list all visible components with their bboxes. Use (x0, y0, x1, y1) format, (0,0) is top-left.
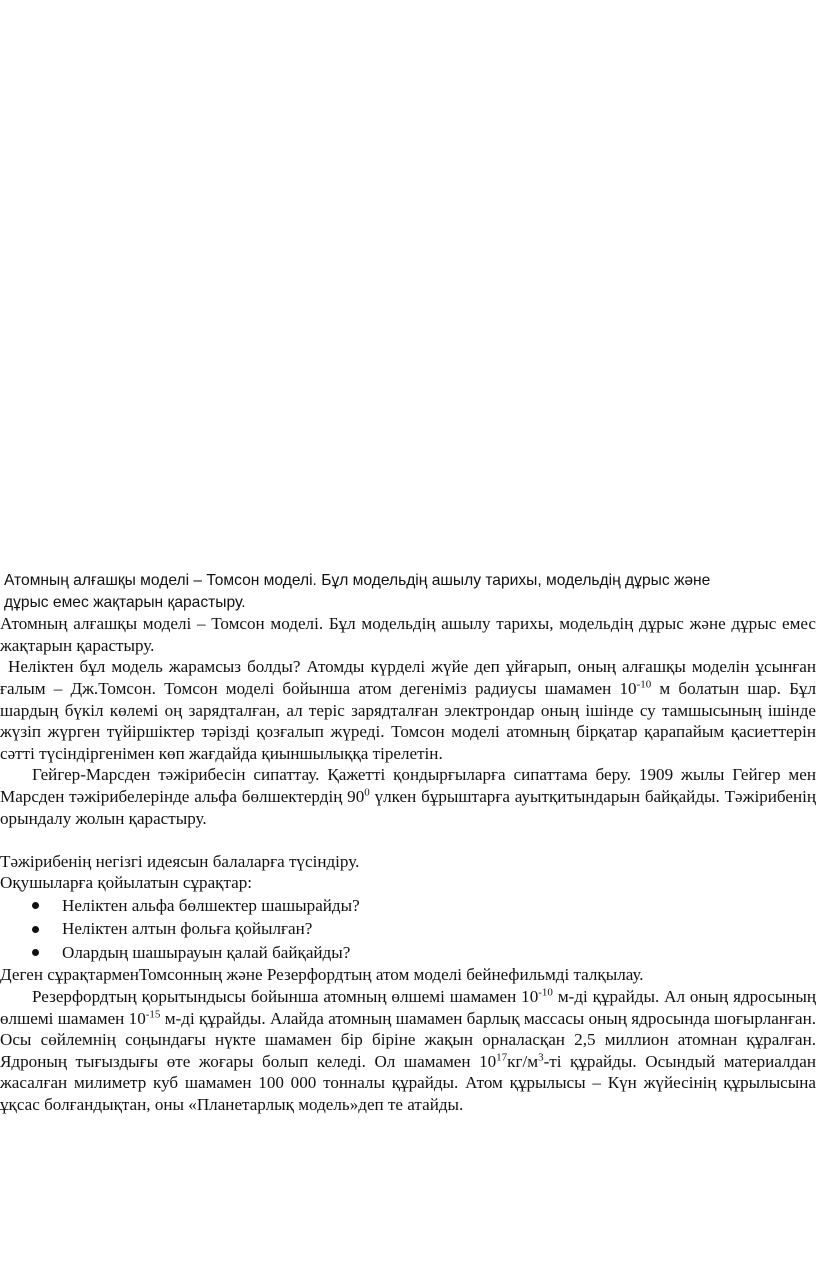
heading-line-2: дұрыс емес жақтарын қарастыру. (4, 593, 246, 611)
questions-intro: Оқушыларға қойылатын сұрақтар: (0, 873, 253, 893)
list-item: Неліктен альфа бөлшектер шашырайды? (0, 894, 816, 918)
rutherford-paragraph: Резерфордтың қорытындысы бойынша атомның өлшемі шамамен $10^{-10}$ м-ді құрайды. Ал оның ядросының өлшемі шамамен $10^{-15}$ м-ді құрайды. Алайда атомның шамамен барлық массасы оның ядросында шоғырланған. Осы сөйлемнің соңындағы нүкте шамамен бір біріне жақын орналасқан 2,5 миллион атомнан құралған. Ядроның тығыздығы өте жоғары болып келеді. Ол шамамен $10^{17}кг/м^3-ті$ құрайды. Осындый материалдан жасалған милиметр куб шамамен 100 000 тонналы құрайды. Атом құрылысы – Күн жүйесінің құрылысына ұқсас болғандықтан, оны «Планетарлық модель»деп те атайды. (0, 986, 816, 1114)
film-line: Деген сұрақтарменТомсонның және Резерфордтың атом моделі бейнефильмді талқылау. (0, 965, 644, 985)
thomson-paragraph: Неліктен бұл модель жарамсыз болды? Атомды күрделі жүйе деп ұйғарып, оның алғашқы моделін ұсынған ғалым – Дж.Томсон. Томсон моделі бойынша атом дегеніміз радиусы шамамен $10^{-10}$ м болатын шар. Бұл шардың бүкіл көлемі оң зарядталған, ал теріс зарядталған электрондар оның ішінде су тамшысының ішінде жүзіп жүрген түйіршіктер тәрізді қозғалып жүреді. Томсон моделі атомның бірқатар қарапайым қасиеттерін сәтті түсіндіргенімен көп жағдайда қиыншылыққа тірелетін. (0, 657, 816, 763)
questions-list (0, 894, 816, 965)
heading-line-1: Атомның алғашқы моделі – Томсон моделі. Бұл модельдің ашылу тарихы, модельдің дұрыс және (4, 572, 711, 589)
bullet-icon (32, 902, 39, 909)
geiger-paragraph: Гейгер-Марсден тәжірибесін сипаттау. Қажетті қондырғыларға сипаттама беру. 1909 жылы Гейгер мен Марсден тәжірибелерінде альфа бөлшектердің $90^0$ үлкен бұрыштарға ауытқитындарын байқайды. Тәжірибенің орындалу жолын қарастыру. (0, 765, 816, 828)
section-heading (0, 570, 816, 613)
blank-line (0, 829, 816, 851)
list-item: Неліктен алтын фольға қойылған? (0, 917, 816, 941)
list-item: Олардың шашырауын қалай байқайды? (0, 941, 816, 965)
bullet-icon (32, 926, 39, 933)
bullet-icon (32, 949, 39, 956)
intro-paragraph: Атомның алғашқы моделі – Томсон моделі. Бұл модельдің ашылу тарихы, модельдің дұрыс және дұрыс емес жақтарын қарастыру. (0, 614, 816, 655)
idea-line: Тәжірибенің негізгі идеясын балаларға түсіндіру. (0, 851, 360, 871)
document-body (0, 570, 816, 1116)
